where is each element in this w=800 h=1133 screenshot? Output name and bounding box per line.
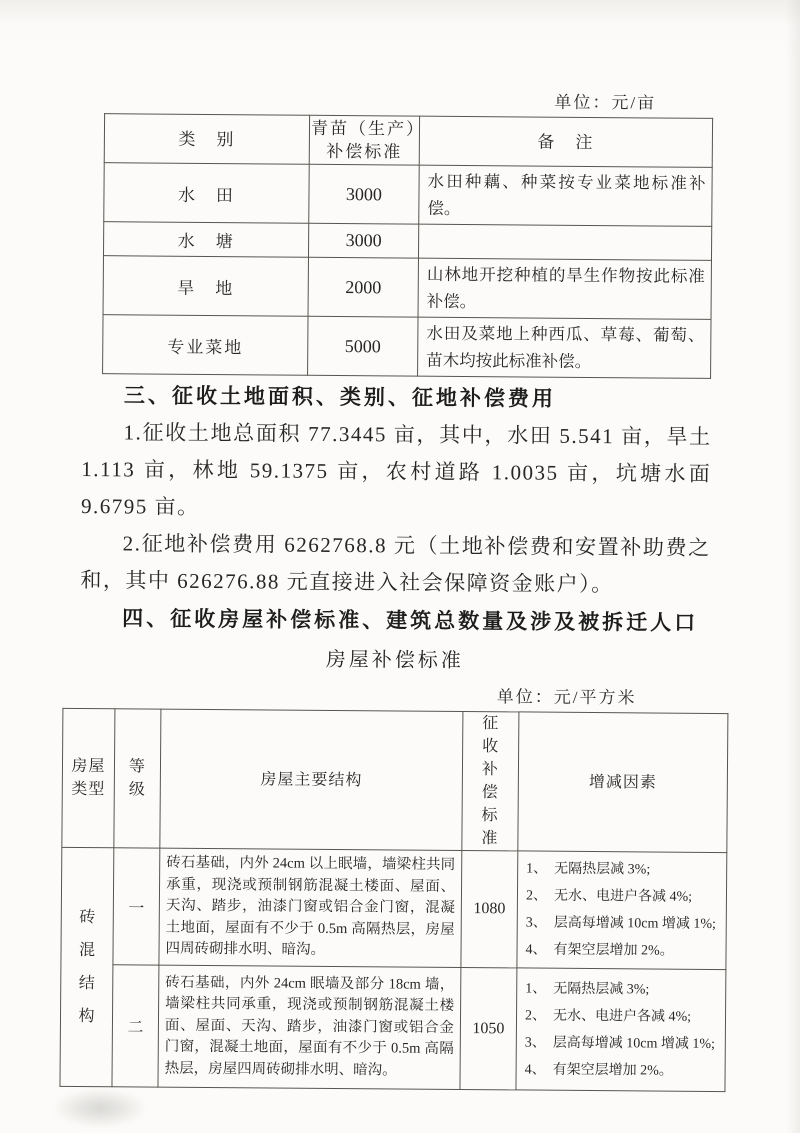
scan-edge-shading (786, 0, 800, 1133)
crop-compensation-table (102, 113, 713, 379)
remark-cell: 水田及菜地上种西瓜、草莓、葡萄、苗木均按此标准补偿。 (418, 317, 711, 378)
category-cell: 水 田 (104, 163, 309, 224)
table-row-vegetable-plot (103, 315, 711, 379)
col-header-category: 类 别 (104, 114, 309, 165)
structure-cell: 砖石基础，内外 24cm 眠墙及部分 18cm 墙，墙梁柱共同承重，现浇或预制钢筋混凝土楼面、屋面、天沟、踏步，油漆门窗或铝合金门窗，混凝土地面，屋面有不少于 0.5m 高隔热层，房屋四周砖砌排水明、暗沟。 (158, 965, 461, 1089)
col-header-factors: 增减因素 (518, 712, 728, 853)
category-cell: 水 塘 (103, 222, 308, 258)
table-row-grade-1 (61, 847, 727, 969)
house-type-cell (60, 847, 114, 1086)
section3-paragraph-land-area: 1.征收土地总面积 77.3445 亩，其中，水田 5.541 亩，旱土 1.113 亩，林地 59.1375 亩，农村道路 1.0035 亩，坑塘水面 9.6795 亩。 (80, 420, 712, 519)
grade-cell: 二 (112, 965, 159, 1087)
col-header-grade: 等级 (114, 709, 161, 848)
col-header-structure: 房屋主要结构 (160, 709, 463, 850)
house-type-vertical-label: 砖混结构 (78, 908, 96, 1026)
factor-item: 4、 有架空层增加 2%。 (524, 1061, 673, 1079)
factor-item: 2、 无水、电进户各减 4%; (525, 888, 693, 905)
section4-heading: 四、征收房屋补偿标准、建筑总数量及涉及被拆迁人口 (122, 606, 699, 635)
factor-item: 1、 无隔热层减 3%; (525, 980, 650, 997)
table-row-paddy-field (104, 163, 712, 227)
category-cell: 专业菜地 (103, 315, 308, 376)
standard-cell: 2000 (308, 257, 418, 317)
factors-cell (516, 968, 726, 1092)
remark-cell: 水田种藕、种菜按专业菜地标准补偿。 (419, 165, 712, 226)
section3-paragraph-compensation-fee: 2.征地补偿费用 6262768.8 元（土地补偿费和安置补助费之和，其中 626276.88 元直接进入社会保障资金账户）。 (80, 531, 711, 597)
section3-heading: 三、征收土地面积、类别、征地补偿费用 (123, 383, 556, 411)
factor-item: 2、 无水、电进户各减 4%; (524, 1007, 692, 1025)
grade-cell: 一 (113, 848, 160, 965)
remark-cell (418, 224, 711, 260)
category-cell: 旱 地 (103, 256, 308, 317)
factors-cell (517, 851, 727, 970)
col-header-remark: 备 注 (419, 116, 712, 167)
house-compensation-subheading: 房屋补偿标准 (325, 648, 464, 672)
standard-cell: 1080 (461, 850, 518, 967)
factor-item: 4、 有架空层增加 2%。 (525, 942, 674, 959)
scan-smudge-artifact (52, 1088, 148, 1128)
factor-item: 1、 无隔热层减 3%; (526, 861, 651, 878)
remark-cell: 山林地开挖种植的旱生作物按此标准补偿。 (418, 258, 711, 319)
house-compensation-table (59, 708, 728, 1092)
house-table-header-row (62, 708, 728, 852)
page-content (71, 0, 716, 1092)
table-row-pond (103, 222, 711, 261)
crop-standard-header-line1: 青苗（生产） (310, 118, 426, 139)
standard-cell: 3000 (308, 223, 418, 258)
col-header-crop-standard (309, 115, 426, 165)
unit-label-house-table: 单位：元/平方米 (496, 687, 637, 708)
crop-standard-header-line2: 补偿标准 (326, 141, 403, 162)
unit-label-crop-table: 单位：元/亩 (554, 92, 657, 113)
col-header-house-type: 房屋类型 (62, 708, 115, 847)
structure-cell: 砖石基础，内外 24cm 以上眠墙，墙梁柱共同承重，现浇或预制钢筋混凝土楼面、屋面、天沟、踏步，油漆门窗或铝合金门窗，混凝土地面，屋面有不少于 0.5m 高隔热层，房屋四周砖砌排水明、暗沟。 (159, 848, 462, 967)
crop-table-header-row (104, 114, 712, 168)
factor-item: 3、 层高每增减 10cm 增减 1%; (524, 1034, 716, 1052)
table-row-dry-land (103, 256, 711, 320)
table-row-grade-2 (60, 964, 726, 1091)
factor-item: 3、 层高每增减 10cm 增减 1%; (525, 915, 716, 932)
standard-cell: 5000 (308, 316, 418, 376)
standard-cell: 3000 (309, 164, 419, 224)
standard-cell: 1050 (460, 967, 517, 1089)
col-header-house-standard: 征收补偿标准 (462, 711, 519, 850)
